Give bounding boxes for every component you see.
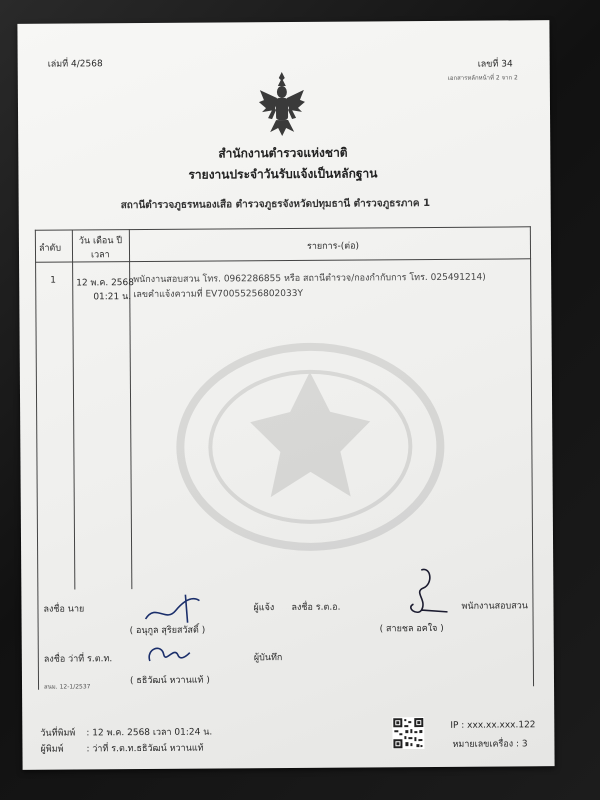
table-right-border (530, 226, 534, 686)
document-page (17, 20, 554, 770)
station-name: สถานีตำรวจภูธรหนองเสือ ตำรวจภูธรจังหวัดปทุมธานี ตำรวจภูธรภาค 1 (120, 197, 431, 212)
signature-1-icon (141, 593, 211, 625)
page-number: เลขที่ 34 (477, 59, 513, 70)
page-reference: เอกสารหลักหน้าที่ 2 จาก 2 (447, 74, 518, 82)
table-top-border (35, 226, 531, 230)
col-header-no: ลำดับ (38, 243, 62, 254)
signer3-label: ลงชื่อ ว่าที่ ร.ต.ท. (43, 654, 113, 665)
report-title: รายงานประจำวันรับแจ้งเป็นหลักฐาน (188, 166, 378, 182)
form-code: สนม. 12-1/2537 (44, 683, 91, 691)
signature-3-icon (144, 641, 194, 667)
row-number: 1 (50, 275, 56, 286)
garuda-emblem-icon (258, 70, 306, 138)
col-header-time: เวลา (90, 250, 110, 261)
row-detail-line-1: พนักงานสอบสวน โทร. 0962286855 หรือ สถานีตำรวจ/กองกำกับการ โทร. 025491214) (133, 272, 486, 286)
book-number: เล่มที่ 4/2568 (47, 59, 103, 70)
signer1-name: ( อนุกูล สุริยสวัสดิ์ ) (129, 625, 206, 637)
signer2-role: พนักงานสอบสวน (461, 601, 528, 612)
printer-label: ผู้พิมพ์ (40, 744, 64, 755)
qr-code-icon (392, 717, 424, 749)
agency-name: สำนักงานตำรวจแห่งชาติ (218, 145, 348, 161)
seal-watermark-icon (170, 331, 452, 563)
signer1-label: ลงชื่อ นาย (43, 604, 85, 615)
table-left-border (35, 230, 39, 690)
signer3-role: ผู้บันทึก (253, 653, 283, 664)
signer1-role: ผู้แจ้ง (253, 603, 275, 614)
signature-2-icon (391, 566, 451, 616)
signer2-label: ลงชื่อ ร.ต.อ. (291, 602, 341, 613)
signer3-name: ( ธธิวัฒน์ หวานแท้ ) (129, 675, 210, 687)
signer2-name: ( สายชล อคใจ ) (379, 623, 444, 635)
row-time: 01:21 น. (93, 292, 132, 303)
col-header-detail: รายการ-(ต่อ) (306, 241, 360, 252)
row-detail-line-2: เลขคำแจ้งความที่ EV70055256802033Y (133, 288, 303, 301)
print-date-label: วันที่พิมพ์ (40, 728, 76, 739)
printer-value: : ว่าที่ ร.ต.ท.ธธิวัฒน์ หวานแท้ (86, 743, 204, 755)
col-header-date: วัน เดือน ปี (78, 236, 123, 247)
print-date-value: : 12 พ.ค. 2568 เวลา 01:24 น. (86, 727, 213, 739)
row-date: 12 พ.ค. 2568 (76, 278, 135, 289)
ip-address: IP : xxx.xx.xxx.122 (450, 720, 536, 731)
table-col-divider-1 (72, 229, 76, 589)
machine-number: หมายเลขเครื่อง : 3 (452, 739, 528, 750)
